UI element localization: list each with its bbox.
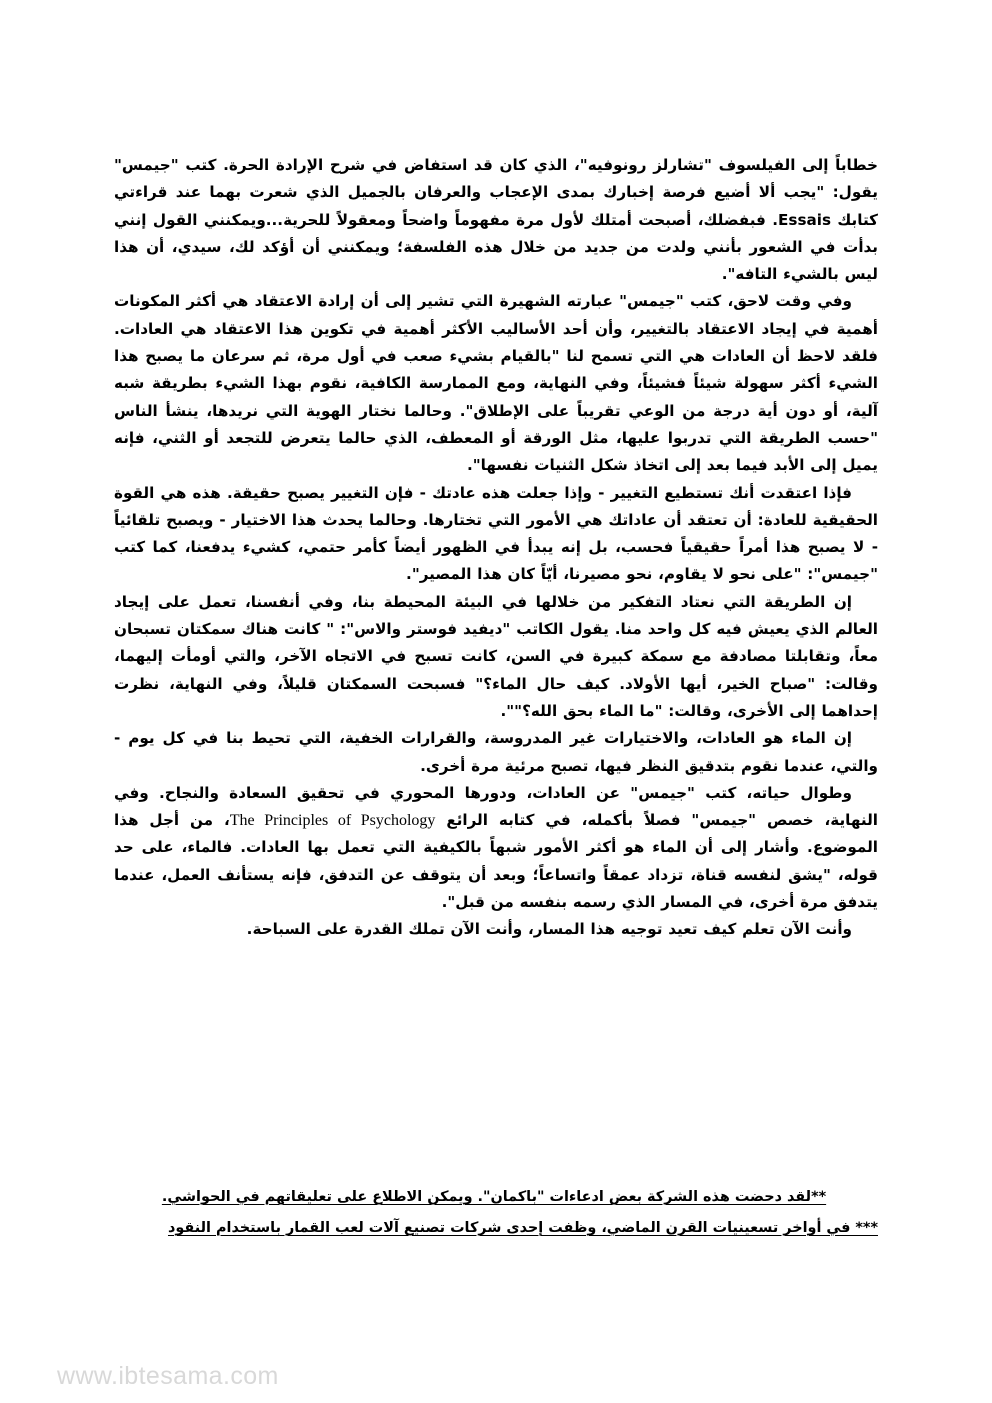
document-body xyxy=(114,152,878,944)
footnote-2: *** في أواخر تسعينيات القرن الماضي، وظفت إحدى شركات تصنيع آلات لعب القمار باستخدام النقود xyxy=(167,1220,878,1236)
book-title-the-principles-of-psychology: The Principles of Psychology xyxy=(229,812,436,830)
paragraph-7: وأنت الآن تعلم كيف تعيد توجيه هذا المسار، وأنت الآن تملك القدرة على السباحة. xyxy=(246,920,852,939)
paragraph-3: فإذا اعتقدت أنك تستطيع التغيير - وإذا جعلت هذه عادتك - فإن التغيير يصبح حقيقة. هذه هي القوة الحقيقية للعادة: أن تعتقد أن عاداتك هي الأمور التي تختارها. وحالما يحدث هذا الاختيار - ويصبح تلقائياً - لا يصبح هذا أمراً حقيقياً فحسب، بل إنه يبدأ في الظهور أيضاً كأمر حتمي، كشيء يدفعنا، كما كتب "جيمس": "على نحو لا يقاوم، نحو مصيرنا، أيّاً كان هذا المصير". xyxy=(114,483,878,584)
paragraph-6-text-before-title: وطوال حياته، كتب "جيمس" عن العادات، ودورها المحوري في تحقيق السعادة والنجاح. وفي النهاية، خصص "جيمس" فصلاً بأكمله، في كتابه الرائع xyxy=(114,783,878,830)
paragraph-4: إن الطريقة التي نعتاد التفكير من خلالها في البيئة المحيطة بنا، وفي أنفسنا، تعمل على إيجاد العالم الذي يعيش فيه كل واحد منا. يقول الكاتب "ديفيد فوستر والاس": " كانت هناك سمكتان تسبحان معاً، وتقابلتا مصادفة مع سمكة كبيرة في السن، كانت تسبح في الاتجاه الآخر، والتي أومأت إليهما، وقالت: "صباح الخير، أيها الأولاد. كيف حال الماء؟" فسبحت السمكتان قليلاً، وفي النهاية، نظرت إحداهما إلى الأخرى، وقالت: "ما الماء بحق الله؟"". xyxy=(114,592,878,720)
paragraph-6-text-after-title: ، من أجل هذا الموضوع. وأشار إلى أن الماء هو أكثر الأمور شبهاً بالكيفية التي تعمل بها العادات. فالماء، على حد قوله، "يشق لنفسه قناة، تزداد عمقاً واتساعاً؛ وبعد أن يتوقف عن التدفق، فإنه يستأنف العمل، عندما يتدفق مرة أخرى، في المسار الذي رسمه بنفسه من قبل". xyxy=(114,811,878,912)
footnotes-section xyxy=(110,1182,878,1244)
paragraph-1: خطاباً إلى الفيلسوف "تشارلز رونوفيه"، الذي كان قد استفاض في شرح الإرادة الحرة. كتب "جيمس" يقول: "يجب ألا أضيع فرصة إخبارك بمدى الإعجاب والعرفان بالجميل الذي شعرت بهما عند قراءتي كتابك Essais. فبفضلك، أصبحت أمتلك لأول مرة مفهوماً واضحاً ومعقولاً للحرية...ويمكنني القول إنني بدأت في الشعور بأنني ولدت من جديد من خلال هذه الفلسفة؛ ويمكنني أن أؤكد لك، سيدي، أن هذا ليس بالشيء التافه". xyxy=(114,156,878,284)
paragraph-2: وفي وقت لاحق، كتب "جيمس" عبارته الشهيرة التي تشير إلى أن إرادة الاعتقاد هي أكثر المكونات أهمية في إيجاد الاعتقاد بالتغيير، وأن أحد الأساليب الأكثر أهمية في تكوين هذا الاعتقاد هي العادات. فلقد لاحظ أن العادات هي التي تسمح لنا "بالقيام بشيء صعب في أول مرة، ثم سرعان ما يصبح هذا الشيء أكثر سهولة شيئاً فشيئاً، وفي النهاية، ومع الممارسة الكافية، نقوم بهذا الشيء بطريقة شبه آلية، أو دون أية درجة من الوعي تقريباً على الإطلاق". وحالما نختار الهوية التي نريدها، ينشأ الناس "حسب الطريقة التي تدربوا عليها، مثل الورقة أو المعطف، الذي حالما يتعرض للتجعد أو الثني، فإنه يميل إلى الأبد فيما بعد إلى اتخاذ شكل الثنيات نفسها". xyxy=(114,292,878,475)
paragraph-6 xyxy=(114,780,878,916)
footnote-1: **لقد دحضت هذه الشركة بعض ادعاءات "باكمان". ويمكن الاطلاع على تعليقاتهم في الحواشي. xyxy=(161,1189,827,1205)
paragraph-5: إن الماء هو العادات، والاختيارات غير المدروسة، والقرارات الخفية، التي تحيط بنا في كل يوم - والتي، عندما نقوم بتدقيق النظر فيها، تصبح مرئية مرة أخرى. xyxy=(114,729,878,775)
watermark: www.ibtesama.com xyxy=(57,1362,279,1390)
